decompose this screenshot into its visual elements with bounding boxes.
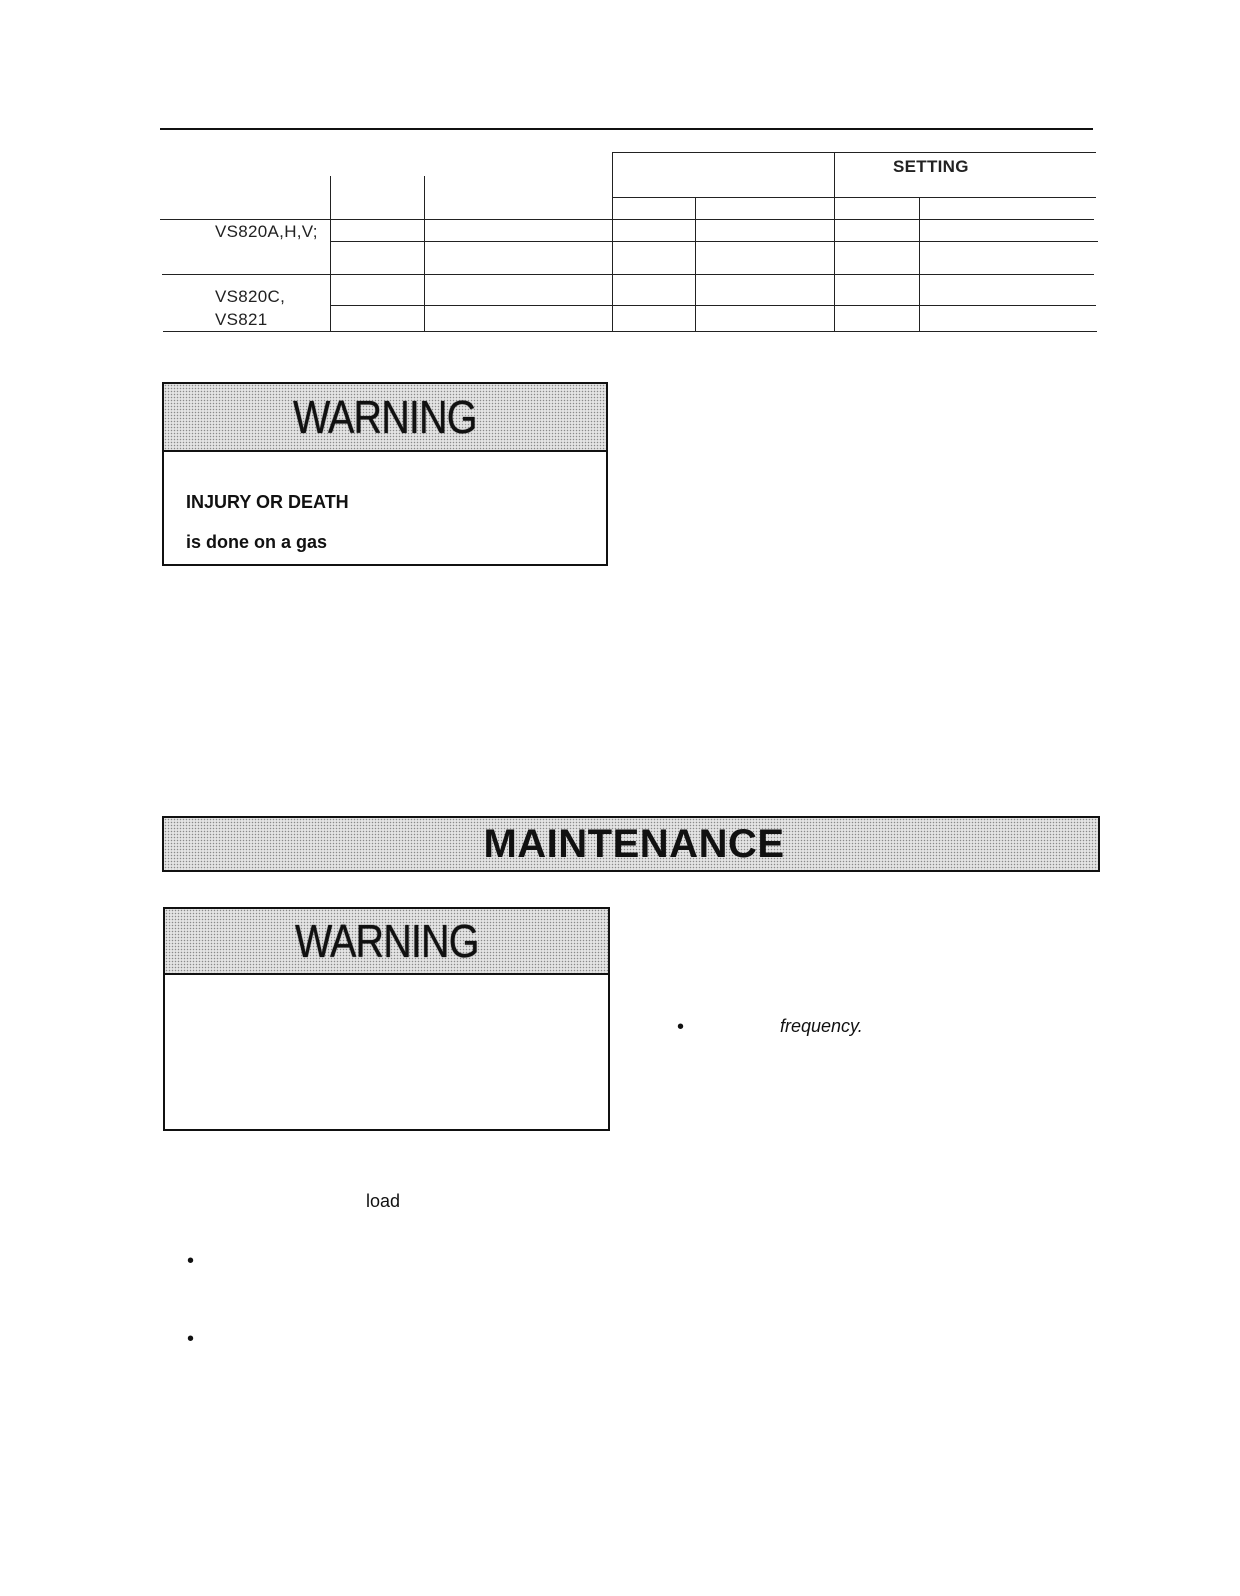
table-header-top-line	[612, 152, 1096, 153]
warning-box-top	[162, 382, 608, 566]
maintenance-banner	[162, 816, 1100, 872]
table-row-line	[330, 305, 1096, 306]
table-subheader-line	[612, 197, 1096, 198]
load-text: load	[366, 1191, 401, 1211]
table-header-setting: SETTING	[893, 157, 969, 176]
warning-title: WARNING	[294, 915, 479, 967]
table-row-line	[162, 274, 1094, 275]
warning-header	[164, 384, 606, 452]
table-divider	[424, 176, 425, 332]
warning-title: WARNING	[293, 391, 477, 443]
maintenance-title: MAINTENANCE	[483, 821, 785, 866]
table-row-line	[330, 241, 1098, 242]
bullet-marker: •	[187, 1328, 195, 1350]
table-cell-model: VS821	[215, 310, 268, 329]
warning-box-maintenance	[163, 907, 610, 1131]
table-divider	[695, 197, 696, 332]
bullet-marker: •	[677, 1016, 685, 1038]
table-row-line	[160, 219, 1094, 220]
table-bottom-line	[163, 331, 1097, 332]
table-cell-model: VS820C,	[215, 287, 286, 306]
bullet-marker: •	[187, 1250, 195, 1272]
table-divider	[919, 197, 920, 332]
warning-text-line: INJURY OR DEATH	[186, 492, 349, 512]
frequency-text: frequency.	[780, 1016, 863, 1036]
warning-header	[165, 909, 608, 975]
warning-text-line: is done on a gas	[186, 532, 328, 552]
table-cell-model: VS820A,H,V;	[215, 222, 318, 241]
table-divider	[330, 176, 331, 332]
top-rule	[160, 128, 1093, 130]
